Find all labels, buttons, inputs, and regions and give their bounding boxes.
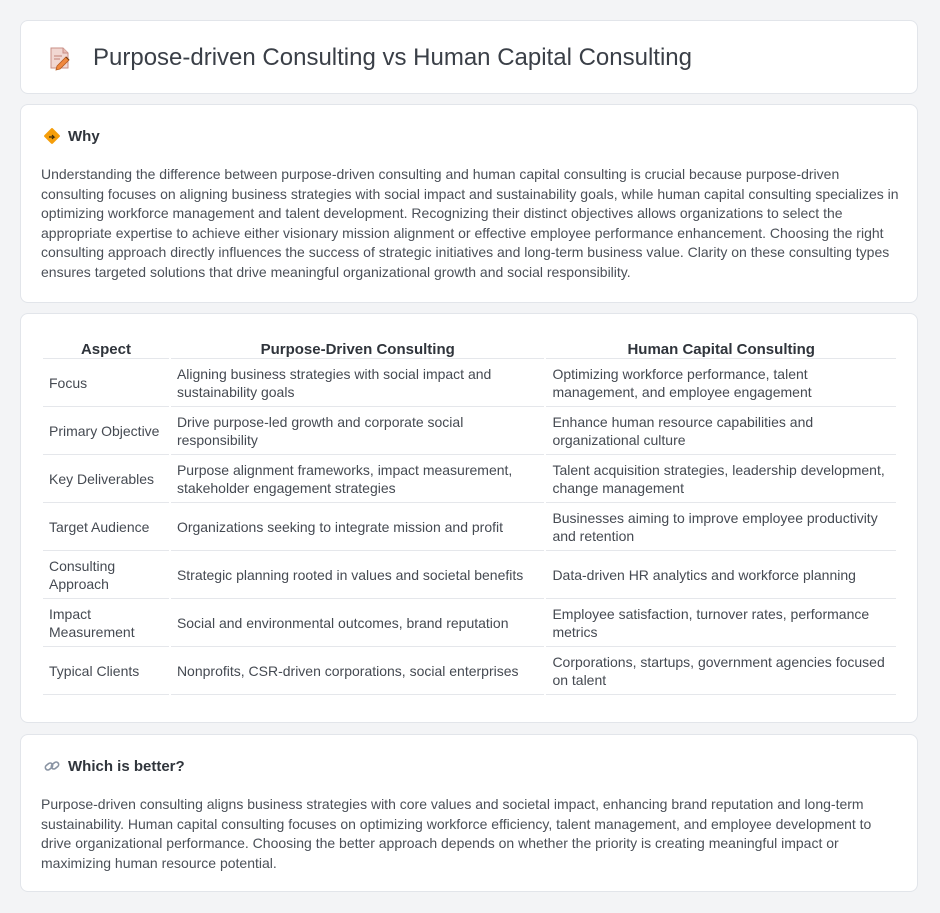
table-row [43,359,896,407]
purpose-cell: Purpose alignment frameworks, impact measurement, stakeholder engagement strategies [171,455,545,503]
aspect-cell: Impact Measurement [43,599,169,647]
table-row [43,407,896,455]
aspect-cell: Focus [43,359,169,407]
aspect-cell: Primary Objective [43,407,169,455]
page-title: Purpose-driven Consulting vs Human Capital Consulting [93,44,692,71]
purpose-cell: Social and environmental outcomes, brand reputation [171,599,545,647]
purpose-cell: Drive purpose-led growth and corporate social responsibility [171,407,545,455]
comparison-table [41,334,898,695]
table-row [43,455,896,503]
title-card [20,20,918,94]
table-header-row [43,334,896,359]
table-row [43,551,896,599]
human-capital-cell: Data-driven HR analytics and workforce planning [546,551,896,599]
why-heading [43,127,100,145]
link-icon [43,757,61,775]
human-capital-cell: Corporations, startups, government agencies focused on talent [546,647,896,695]
table-row [43,599,896,647]
aspect-cell: Consulting Approach [43,551,169,599]
why-section [20,104,918,303]
aspect-cell: Key Deliverables [43,455,169,503]
better-title: Which is better? [68,757,185,775]
aspect-cell: Target Audience [43,503,169,551]
aspect-cell: Typical Clients [43,647,169,695]
table-row [43,503,896,551]
header-aspect: Aspect [43,334,169,359]
human-capital-cell: Businesses aiming to improve employee productivity and retention [546,503,896,551]
why-body: Understanding the difference between purpose-driven consulting and human capital consulting is crucial because purpose-driven consulting focuses on aligning business strategies with social impact and sustainability goals, while human capital consulting specializes in optimizing workforce management and talent development. Recognizing their distinct objectives allows organizations to select the appropriate expertise to achieve either visionary mission alignment or effective employee performance enhancement. Choosing the right consulting approach directly influences the success of strategic initiatives and long-term business value. Clarity on these consulting types ensures targeted solutions that drive meaningful organizational growth and social responsibility. [41,166,899,280]
comparison-section [20,313,918,723]
which-is-better-section [20,734,918,892]
diamond-sign-icon [43,127,61,145]
better-heading [43,757,185,775]
better-body: Purpose-driven consulting aligns business strategies with core values and societal impact, enhancing brand reputation and long-term sustainability. Human capital consulting focuses on optimizing workforce efficiency, talent management, and employee development to drive organizational performance. Choosing the better approach depends on whether the priority is creating meaningful impact or maximizing human resource potential. [41,796,872,871]
purpose-cell: Strategic planning rooted in values and societal benefits [171,551,545,599]
document-pencil-icon [47,45,73,71]
purpose-cell: Nonprofits, CSR-driven corporations, social enterprises [171,647,545,695]
header-purpose-driven: Purpose-Driven Consulting [171,334,545,359]
human-capital-cell: Employee satisfaction, turnover rates, performance metrics [546,599,896,647]
purpose-cell: Organizations seeking to integrate mission and profit [171,503,545,551]
human-capital-cell: Enhance human resource capabilities and organizational culture [546,407,896,455]
why-title: Why [68,127,100,145]
human-capital-cell: Optimizing workforce performance, talent management, and employee engagement [546,359,896,407]
human-capital-cell: Talent acquisition strategies, leadership development, change management [546,455,896,503]
header-human-capital: Human Capital Consulting [546,334,896,359]
page-header [47,43,692,73]
table-row [43,647,896,695]
purpose-cell: Aligning business strategies with social impact and sustainability goals [171,359,545,407]
